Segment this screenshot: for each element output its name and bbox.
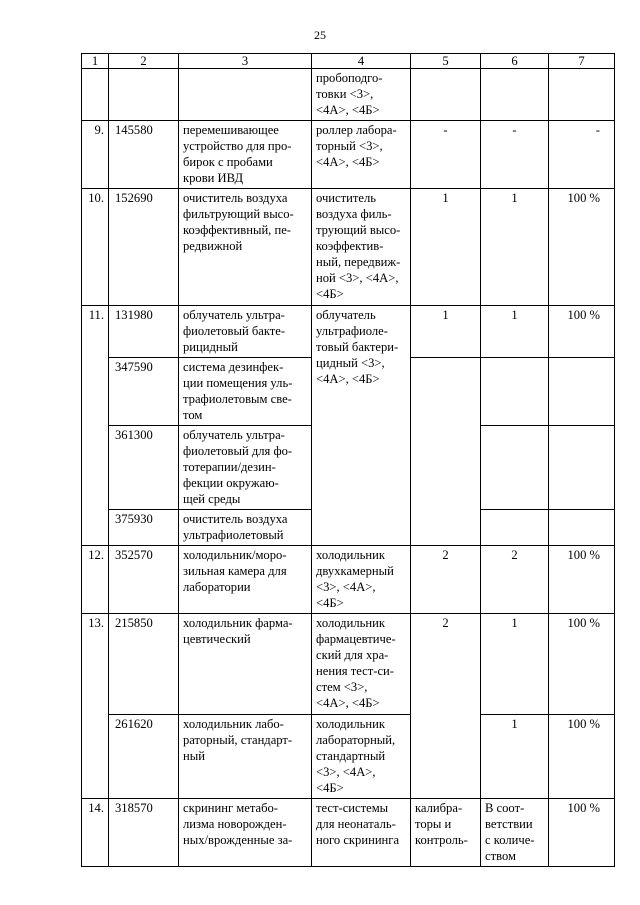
header-cell: 7 (549, 54, 615, 69)
table-row (82, 614, 615, 715)
cell-percent: 100 % (549, 306, 615, 358)
cell-code: 145580 (109, 121, 179, 189)
table-header-row (82, 54, 615, 69)
cell-quantity-min: 2 (481, 546, 549, 614)
cell-code: 215850 (109, 614, 179, 715)
header-cell: 3 (179, 54, 312, 69)
cell-code: 131980 (109, 306, 179, 358)
cell-quantity-min: - (481, 121, 549, 189)
cell-number: 11. (82, 306, 109, 546)
table-row (82, 715, 615, 799)
equipment-table (81, 53, 615, 867)
cell-description: холодильник лабораторный, стандартный <3>, <4А>, <4Б> (312, 715, 411, 799)
cell-name: холодильник/моро- зильная камера для лаборатории (179, 546, 312, 614)
header-cell: 1 (82, 54, 109, 69)
cell-description: холодильник двухкамерный <3>, <4А>, <4Б> (312, 546, 411, 614)
cell-code: 261620 (109, 715, 179, 799)
cell-quantity: 2 (411, 614, 481, 799)
table-row (82, 69, 615, 121)
cell-code: 318570 (109, 799, 179, 867)
cell-quantity-min: 1 (481, 306, 549, 358)
cell-code: 361300 (109, 426, 179, 510)
cell-number: 14. (82, 799, 109, 867)
cell-description: холодильник фармацевтиче- ский для хра- нения тест-си- стем <3>, <4А>, <4Б> (312, 614, 411, 715)
cell-number: 12. (82, 546, 109, 614)
cell-name: система дезинфек- ции помещения уль- трафиолетовым све- том (179, 358, 312, 426)
cell-percent: 100 % (549, 715, 615, 799)
table-row (82, 799, 615, 867)
cell-code: 152690 (109, 189, 179, 306)
cell-quantity-min: В соот- ветствии с количе- ством (481, 799, 549, 867)
cell-name: облучатель ультра- фиолетовый для фо- тотерапии/дезин- фекции окружаю- щей среды (179, 426, 312, 510)
cell-quantity-min: 1 (481, 715, 549, 799)
cell-name: облучатель ультра- фиолетовый бакте- рицидный (179, 306, 312, 358)
cell-quantity: - (411, 121, 481, 189)
cell-description: облучатель ультрафиоле- товый бактери- цидный <3>, <4А>, <4Б> (312, 306, 411, 546)
cell-code: 347590 (109, 358, 179, 426)
table-row (82, 189, 615, 306)
cell-name: холодильник фарма- цевтический (179, 614, 312, 715)
header-cell: 5 (411, 54, 481, 69)
cell-description: очиститель воздуха филь- трующий высо- коэффектив- ный, передвиж- ной <3>, <4А>, <4Б> (312, 189, 411, 306)
cell-percent: 100 % (549, 614, 615, 715)
cell-percent: 100 % (549, 189, 615, 306)
table-row (82, 306, 615, 358)
cell-description: тест-системы для неонаталь- ного скрининга (312, 799, 411, 867)
table-row (82, 546, 615, 614)
cell-percent: 100 % (549, 546, 615, 614)
page-number: 25 (314, 28, 326, 42)
cell-name: очиститель воздуха фильтрующий высо- коэффективный, пе- редвижной (179, 189, 312, 306)
cell-name: очиститель воздуха ультрафиолетовый (179, 510, 312, 546)
header-cell: 2 (109, 54, 179, 69)
cell-number: 13. (82, 614, 109, 799)
cell-percent: - (549, 121, 615, 189)
cell-percent: 100 % (549, 799, 615, 867)
cell-description: роллер лабора- торный <3>, <4А>, <4Б> (312, 121, 411, 189)
cell-code: 375930 (109, 510, 179, 546)
cell-description: пробоподго- товки <3>, <4А>, <4Б> (312, 69, 411, 121)
cell-number: 10. (82, 189, 109, 306)
cell-quantity: 2 (411, 546, 481, 614)
cell-quantity-min: 1 (481, 614, 549, 715)
cell-quantity: 1 (411, 306, 481, 358)
cell-name: холодильник лабо- раторный, стандарт- ный (179, 715, 312, 799)
cell-name: перемешивающее устройство для про- бирок с пробами крови ИВД (179, 121, 312, 189)
header-cell: 4 (312, 54, 411, 69)
cell-number: 9. (82, 121, 109, 189)
table-row (82, 121, 615, 189)
cell-code: 352570 (109, 546, 179, 614)
header-cell: 6 (481, 54, 549, 69)
cell-name: скрининг метабо- лизма новорожден- ных/врожденные за- (179, 799, 312, 867)
cell-quantity: 1 (411, 189, 481, 306)
cell-quantity-min: 1 (481, 189, 549, 306)
cell-quantity: калибра- торы и контроль- (411, 799, 481, 867)
